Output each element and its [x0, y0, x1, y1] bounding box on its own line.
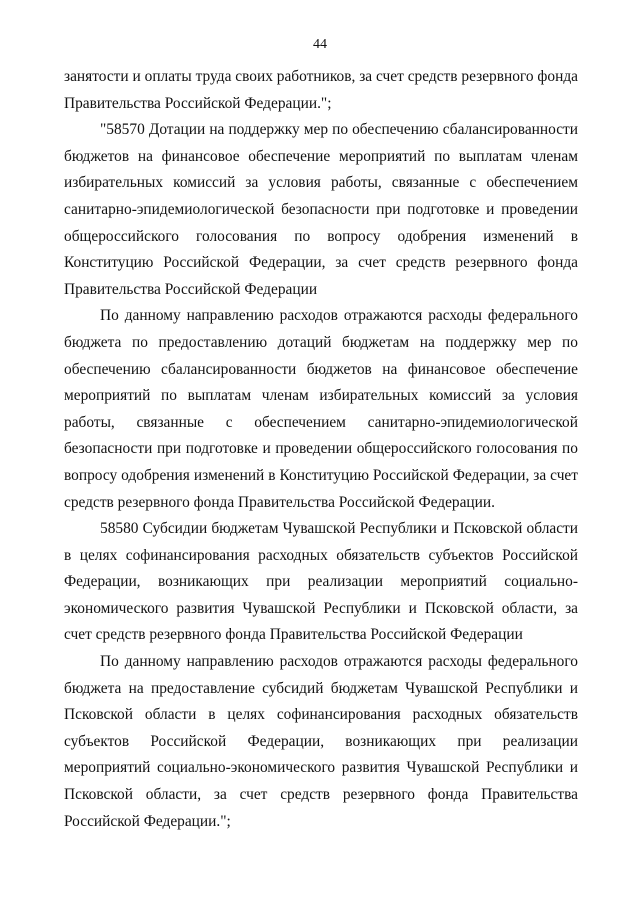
paragraph-58580-heading: 58580 Субсидии бюджетам Чувашской Республики и Псковской области в целях софинансирования расходных обязательств субъектов Российской Федерации, возникающих при реализации мероприятий социально-экономического развития Чувашской Республики и Псковской области, за счет средств резервного фонда Правительства Российской Федерации [64, 520, 578, 644]
paragraph-58580-description: По данному направлению расходов отражаются расходы федерального бюджета на предоставление субсидий бюджетам Чувашской Республики и Псковской области в целях софинансирования расходных обязательств субъектов Российской Федерации, возникающих при реализации мероприятий социально-экономического развития Чувашской Республики и Псковской области, за счет средств резервного фонда Правительства Российской Федерации."; [64, 653, 578, 830]
paragraph-58570-heading: "58570 Дотации на поддержку мер по обеспечению сбалансированности бюджетов на финансовое обеспечение мероприятий по выплатам членам избирательных комиссий за условия работы, связанные с обеспечением санитарно-эпидемиологической безопасности при подготовке и проведении общероссийского голосования по вопросу одобрения изменений в Конституцию Российской Федерации, за счет средств резервного фонда Правительства Российской Федерации [64, 121, 578, 298]
paragraph-continuation: занятости и оплаты труда своих работников, за счет средств резервного фонда Правительства Российской Федерации."; [64, 68, 578, 112]
document-body [64, 64, 578, 835]
page-number: 44 [313, 37, 327, 52]
paragraph-58570-description: По данному направлению расходов отражаются расходы федерального бюджета по предоставлению дотаций бюджетам на поддержку мер по обеспечению сбалансированности бюджетов на финансовое обеспечение мероприятий по выплатам членам избирательных комиссий за условия работы, связанные с обеспечением санитарно-эпидемиологической безопасности при подготовке и проведении общероссийского голосования по вопросу одобрения изменений в Конституцию Российской Федерации, за счет средств резервного фонда Правительства Российской Федерации. [64, 307, 578, 511]
